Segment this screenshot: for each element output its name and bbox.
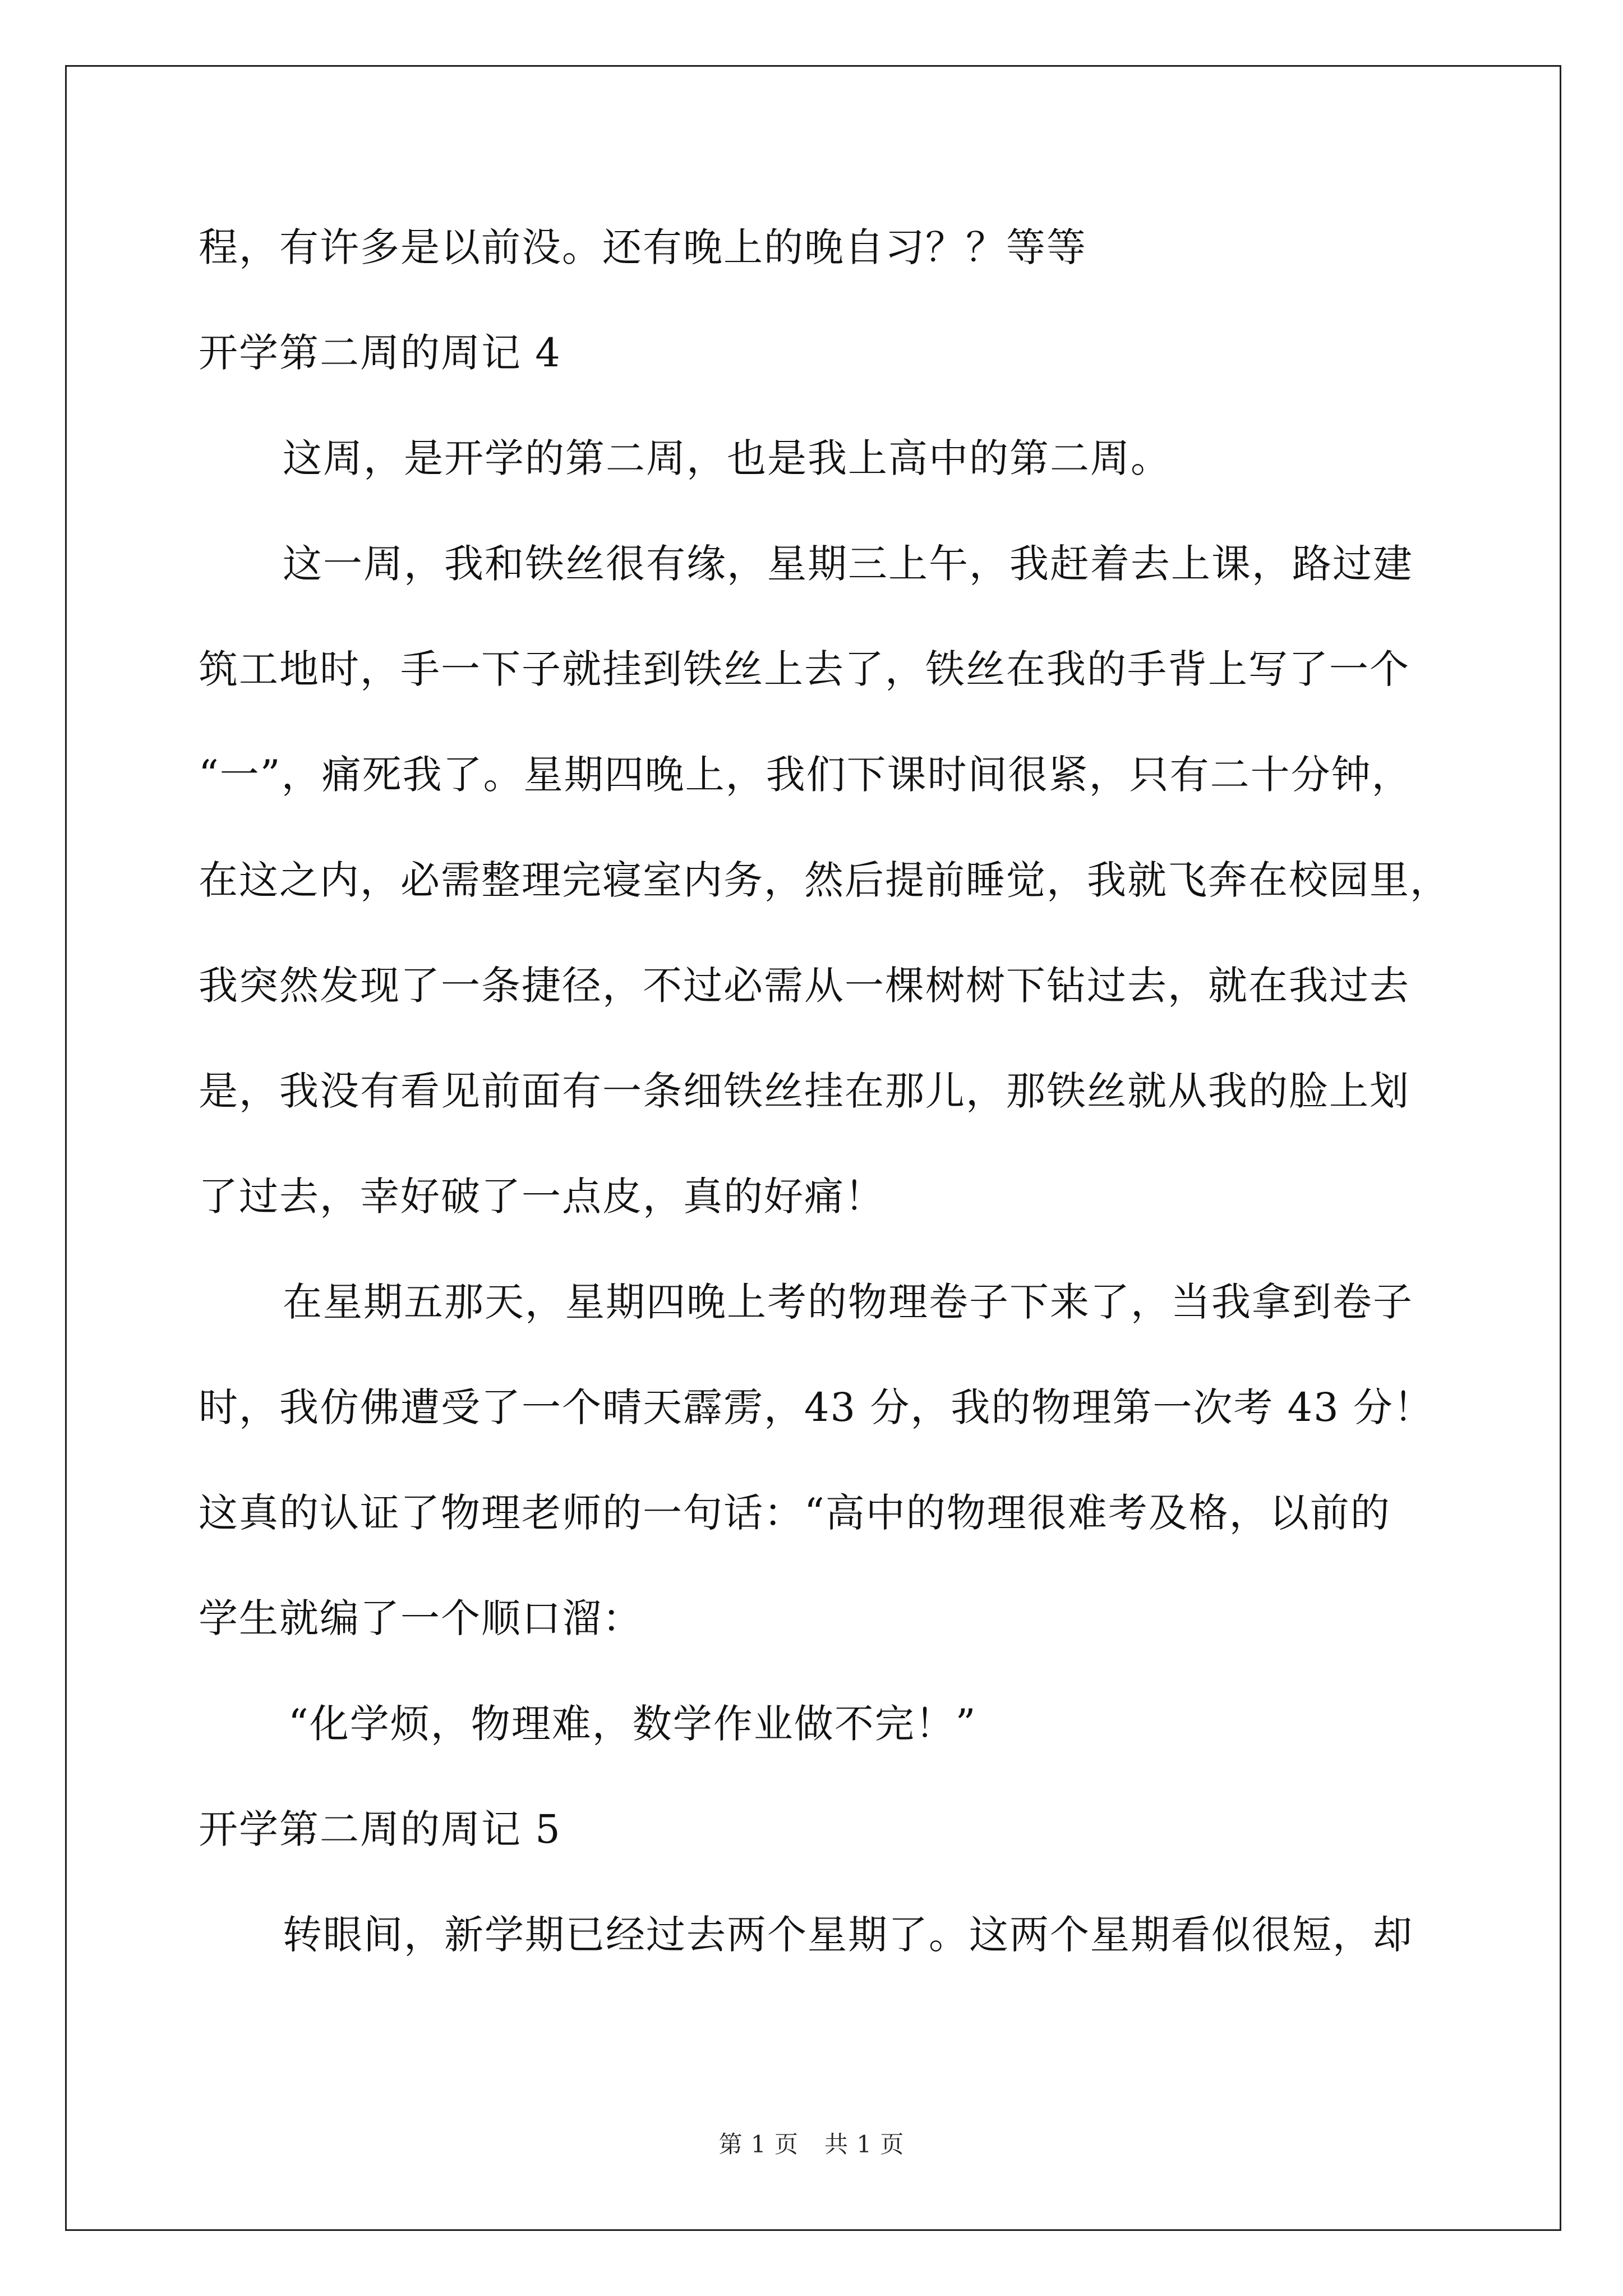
paragraph-line: 筑工地时，手一下子就挂到铁丝上去了，铁丝在我的手背上写了一个 (199, 646, 1410, 692)
document-body (199, 216, 1450, 2009)
paragraph-line: 这周，是开学的第二周，也是我上高中的第二周。 (283, 435, 1171, 481)
paragraph-line: 我突然发现了一条捷径，不过必需从一棵树树下钻过去，就在我过去 (199, 963, 1410, 1009)
paragraph-line: 学生就编了一个顺口溜： (199, 1595, 643, 1641)
page-footer (0, 2126, 1623, 2160)
paragraph-line: 在这之内，必需整理完寝室内务，然后提前睡觉，我就飞奔在校园里， (199, 857, 1450, 903)
page-number: 第 1 页 (718, 2131, 799, 2158)
paragraph-line: 是，我没有看见前面有一条细铁丝挂在那儿，那铁丝就从我的脸上划 (199, 1068, 1410, 1114)
quote-line: “化学烦，物理难，数学作业做不完！” (288, 1701, 977, 1747)
section-heading: 开学第二周的周记 4 (199, 330, 561, 376)
paragraph-line: 时，我仿佛遭受了一个晴天霹雳，43 分，我的物理第一次考 43 分！ (199, 1384, 1434, 1430)
paragraph-line: 这真的认证了物理老师的一句话：“高中的物理很难考及格，以前的 (199, 1490, 1391, 1536)
page-total: 共 1 页 (824, 2131, 905, 2158)
paragraph-line: 在星期五那天，星期四晚上考的物理卷子下来了，当我拿到卷子 (283, 1279, 1413, 1325)
paragraph-line: 这一周，我和铁丝很有缘，星期三上午，我赶着去上课，路过建 (283, 541, 1413, 587)
paragraph-line: 转眼间，新学期已经过去两个星期了。这两个星期看似很短，却 (283, 1912, 1413, 1958)
paragraph-line: 程，有许多是以前没。还有晚上的晚自习？？等等 (199, 224, 1087, 270)
section-heading: 开学第二周的周记 5 (199, 1806, 561, 1852)
paragraph-line: 了过去，幸好破了一点皮，真的好痛！ (199, 1174, 885, 1220)
paragraph-line: “一”，痛死我了。星期四晚上，我们下课时间很紧，只有二十分钟， (199, 752, 1412, 798)
